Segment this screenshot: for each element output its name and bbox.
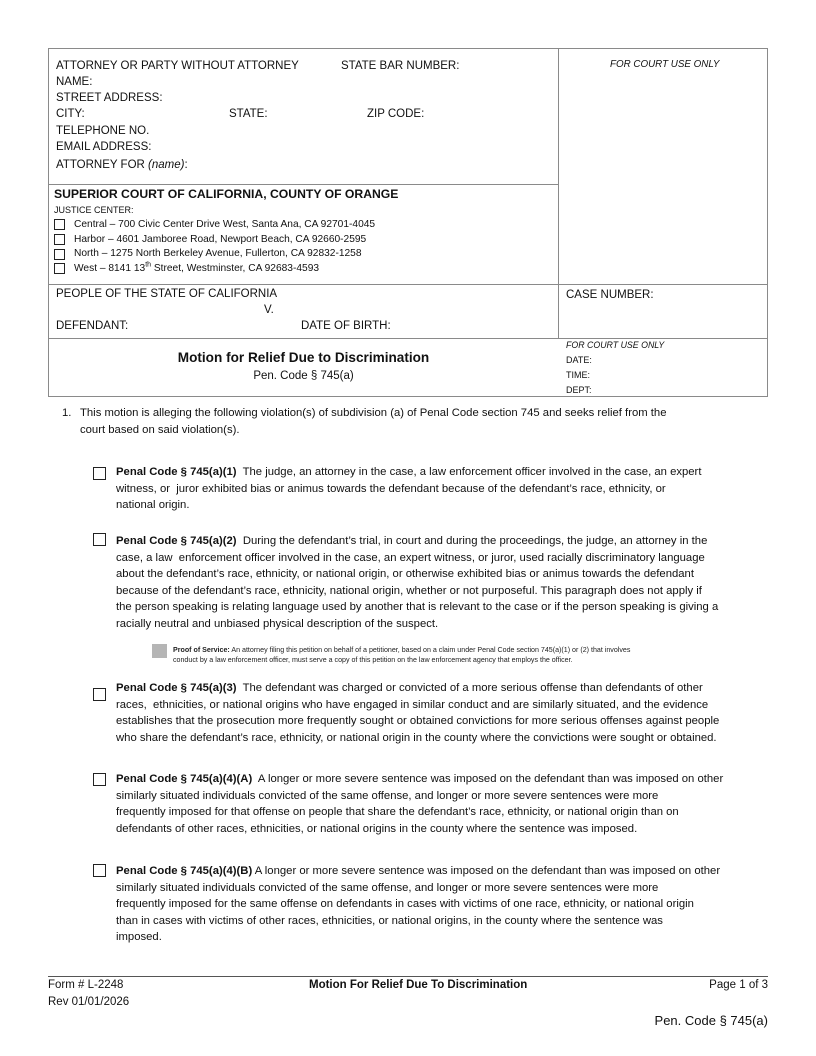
footer-rule xyxy=(48,976,768,977)
dept-label: DEPT: xyxy=(566,385,592,395)
checkbox-central[interactable] xyxy=(54,219,65,230)
checkbox-745a1[interactable] xyxy=(93,467,106,480)
intro-text xyxy=(80,405,667,438)
street-address-label: STREET ADDRESS: xyxy=(56,92,163,104)
case-number-label: CASE NUMBER: xyxy=(566,289,654,301)
center-west-post: Street, Westminster, CA 92683-4593 xyxy=(151,263,320,274)
option-745a2-text: Penal Code § 745(a)(2) During the defendant’s trial, in court and during the proceedings, the judge, an attorney in the case, a law enforcement officer involved in the case, an expert witness, or juror, used racially discriminatory language about the defendant’s race, ethnicity, or national origin, or otherwise exhibited bias or animus towards the defendant because of the defendant’s race, ethnicity, national origin, whether or not purposeful. This paragraph does not apply if the person speaking is relating language used by another that is relevant to the case or if the person speaking is giving a racially neutral and unbiased physical description of the suspect. xyxy=(116,535,719,630)
attorney-for-name-hint: (name) xyxy=(148,159,185,171)
footer-page-number: Page 1 of 3 xyxy=(709,979,768,991)
option-745a1-text: Penal Code § 745(a)(1) The judge, an attorney in the case, a law enforcement officer involved in the case, an expert witness, or juror exhibited bias or animus towards the defendant because of the defendant’s race, ethnicity, or national origin. xyxy=(116,466,702,512)
attorney-for-colon: : xyxy=(184,159,188,171)
court-title: SUPERIOR COURT OF CALIFORNIA, COUNTY OF ORANGE xyxy=(54,187,399,201)
attorney-label: ATTORNEY OR PARTY WITHOUT ATTORNEY xyxy=(56,60,299,72)
document-title: Motion for Relief Due to Discrimination xyxy=(177,350,430,365)
center-north: North – 1275 North Berkeley Avenue, Fullerton, CA 92832-1258 xyxy=(74,248,362,259)
city-label: CITY: xyxy=(56,108,85,120)
checkbox-harbor[interactable] xyxy=(54,234,65,245)
email-label: EMAIL ADDRESS: xyxy=(56,141,152,153)
intro-line-1: This motion is alleging the following violation(s) of subdivision (a) of Penal Code section 745 and seeks relief from the xyxy=(80,407,667,419)
footer-code: Pen. Code § 745(a) xyxy=(654,1013,768,1028)
caption-vertical-divider xyxy=(558,48,559,338)
option-745a2-label: Penal Code § 745(a)(2) xyxy=(116,535,237,547)
attorney-for-text: ATTORNEY FOR xyxy=(56,159,149,171)
option-745a3-label: Penal Code § 745(a)(3) xyxy=(116,682,237,694)
intro-line-2: court based on said violation(s). xyxy=(80,423,240,436)
document-subtitle: Pen. Code § 745(a) xyxy=(253,370,354,382)
option-745a4b-text: Penal Code § 745(a)(4)(B) A longer or more severe sentence was imposed on the defendant than was imposed on other similarly situated individuals convicted of the same offense, and longer or more severe sentences were more frequently imposed for the same offense on defendants in cases with victims of one race, ethnicity, or national origin than in cases with victims of other races, ethnicities, or national origins, in the county where the sentence was imposed. xyxy=(116,865,721,944)
court-use-only-label-2: FOR COURT USE ONLY xyxy=(566,340,665,350)
state-bar-label: STATE BAR NUMBER: xyxy=(341,60,460,72)
people-label: PEOPLE OF THE STATE OF CALIFORNIA xyxy=(56,288,278,300)
center-harbor: Harbor – 4601 Jamboree Road, Newport Beach, CA 92660-2595 xyxy=(74,234,367,245)
checkbox-north[interactable] xyxy=(54,249,65,260)
divider-court-section xyxy=(48,184,559,185)
checkbox-745a4b[interactable] xyxy=(93,864,106,877)
divider-parties-section xyxy=(48,284,768,285)
state-label: STATE: xyxy=(229,108,268,120)
footer-revision: Rev 01/01/2026 xyxy=(48,996,130,1008)
footer-form-number: Form # L-2248 xyxy=(48,979,124,991)
checkbox-745a2[interactable] xyxy=(93,533,106,546)
option-745a4a-label: Penal Code § 745(a)(4)(A) xyxy=(116,773,253,785)
zip-code-label: ZIP CODE: xyxy=(367,108,425,120)
telephone-label: TELEPHONE NO. xyxy=(56,125,150,137)
option-745a3-text: Penal Code § 745(a)(3) The defendant was charged or convicted of a more serious offense than defendants of other races, ethnicities, or national origins who have engaged in similar conduct and are similarly situated, and the evidence establishes that the prosecution more frequently sought or obtained convictions for more serious offenses against people who share the defendant’s race, ethnicity, or national origin in the county where the convictions were sought or obtained. xyxy=(116,682,720,744)
proof-of-service-text: Proof of Service: An attorney filing this petition on behalf of a petitioner, based on a claim under Penal Code section 745(a)(1) or (2) that involves conduct by a law enforcement officer, must serve a copy of this petition on the law enforcement agency that employs the officer. xyxy=(173,646,631,664)
center-west xyxy=(74,262,319,277)
date-of-birth-label: DATE OF BIRTH: xyxy=(301,320,391,332)
center-west-pre: West – 8141 13 xyxy=(74,263,146,274)
checkbox-745a4a[interactable] xyxy=(93,773,106,786)
item-number: 1. xyxy=(62,407,72,419)
footer-title: Motion For Relief Due To Discrimination xyxy=(309,979,528,991)
time-label: TIME: xyxy=(566,370,590,380)
justice-center-label: JUSTICE CENTER: xyxy=(54,205,134,215)
center-west-sup: th xyxy=(145,261,152,269)
versus-label: V. xyxy=(264,304,274,316)
proof-of-service-marker xyxy=(152,644,167,658)
option-745a4b-label: Penal Code § 745(a)(4)(B) xyxy=(116,865,253,877)
option-745a1-label: Penal Code § 745(a)(1) xyxy=(116,466,237,478)
attorney-for-label xyxy=(56,157,188,174)
checkbox-745a3[interactable] xyxy=(93,688,106,701)
checkbox-west[interactable] xyxy=(54,263,65,274)
option-745a4a-text: Penal Code § 745(a)(4)(A) A longer or more severe sentence was imposed on the defendant than was imposed on other similarly situated individuals convicted of the same offense, and longer or more severe sentences were more frequently imposed for that offense on people that share the defendant’s race, ethnicity, or national origin than on defendants of other races, ethnicities, or national origins in the county where the sentence was imposed. xyxy=(116,773,724,835)
date-label: DATE: xyxy=(566,355,592,365)
defendant-label: DEFENDANT: xyxy=(56,320,129,332)
center-central: Central – 700 Civic Center Drive West, Santa Ana, CA 92701-4045 xyxy=(74,219,376,230)
proof-of-service-label: Proof of Service: xyxy=(173,646,230,654)
name-label: NAME: xyxy=(56,76,93,88)
court-use-only-label: FOR COURT USE ONLY xyxy=(610,59,720,70)
